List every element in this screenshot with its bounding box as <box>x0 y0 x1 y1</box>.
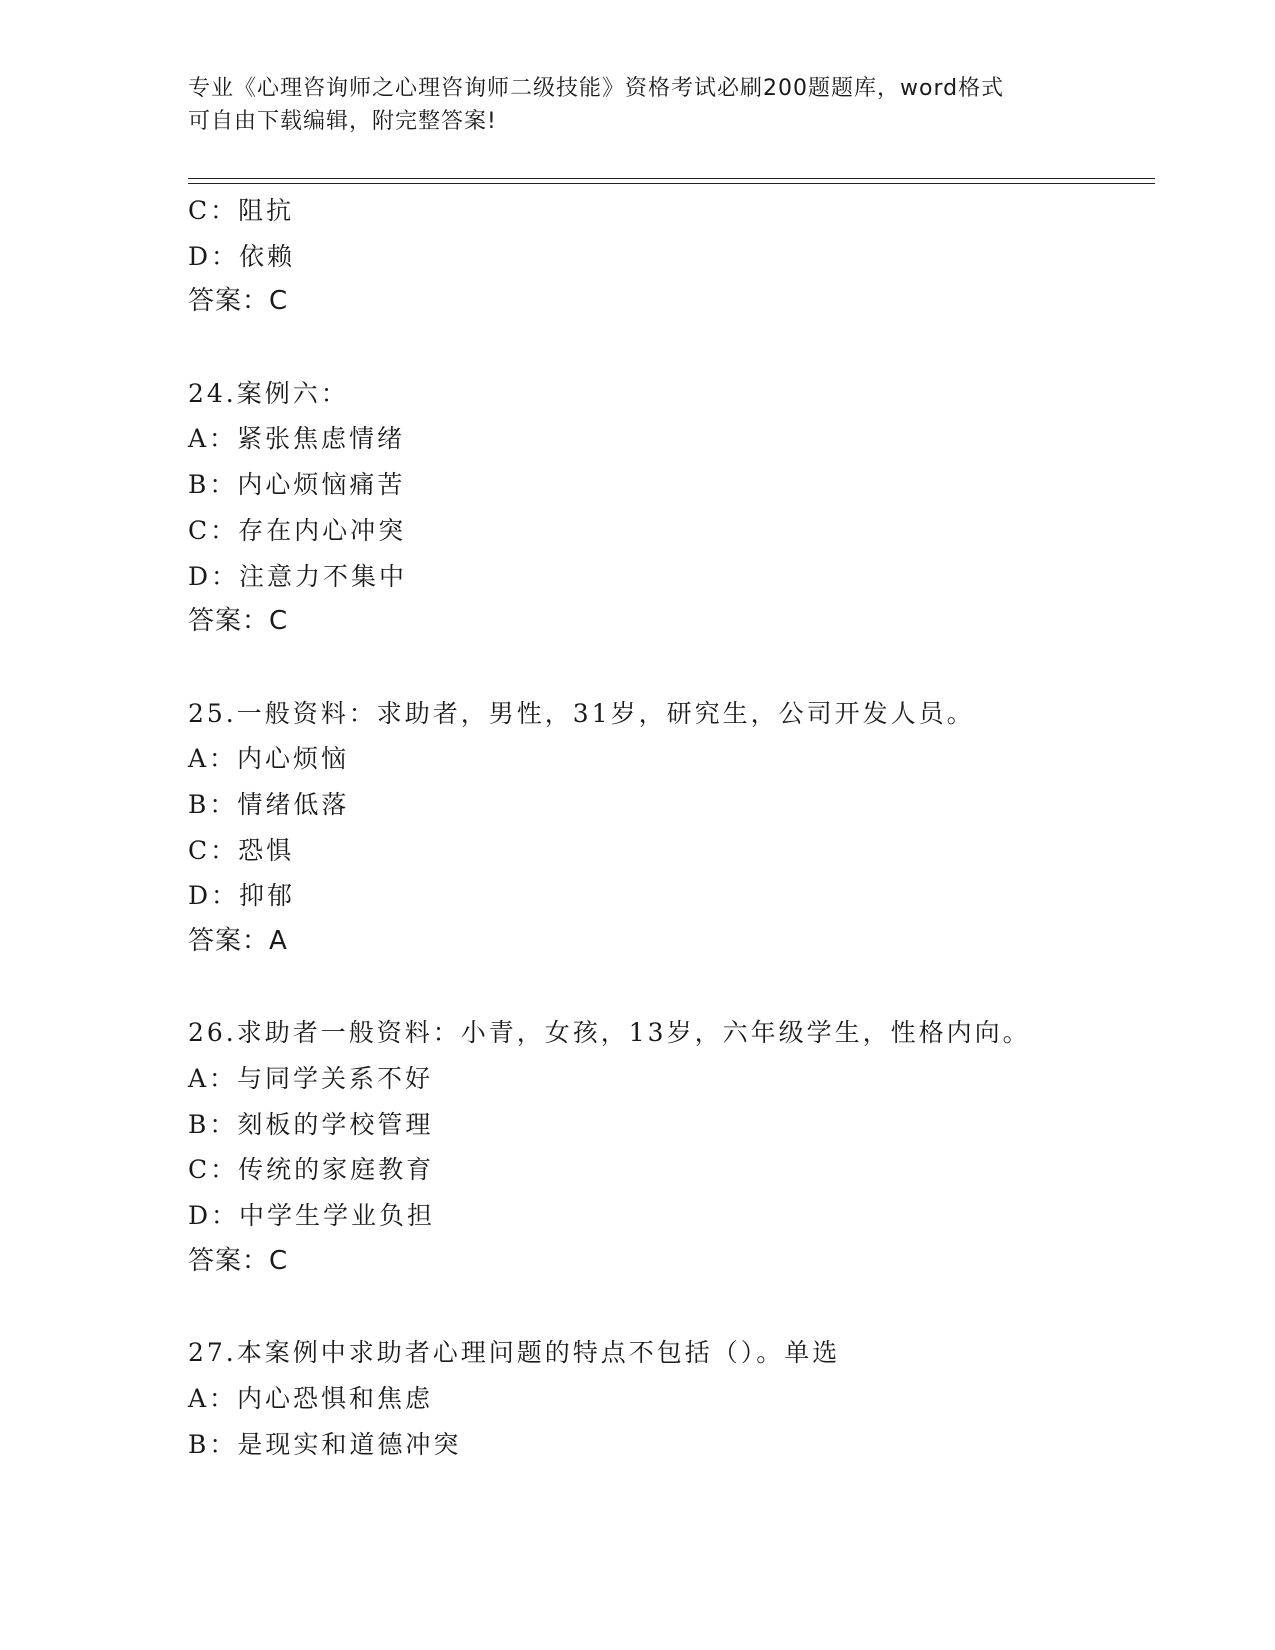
option-b: B：是现实和道德冲突 <box>188 1429 462 1459</box>
spacer <box>188 965 1148 1011</box>
question-list <box>188 188 1148 1467</box>
option-a: A：紧张焦虑情绪 <box>188 424 406 454</box>
option-d: D：抑郁 <box>188 881 296 911</box>
option-b: B：刻板的学校管理 <box>188 1109 434 1139</box>
question-27-block <box>188 1330 1148 1467</box>
option-c: C：恐惧 <box>188 835 295 865</box>
question-stem: 26.求助者一般资料：小青，女孩，13岁，六年级学生，性格内向。 <box>188 1018 1031 1048</box>
question-25-block <box>188 691 1148 965</box>
question-26-block <box>188 1010 1148 1284</box>
answer-line: 答案：C <box>188 286 289 317</box>
question-stem: 27.本案例中求助者心理问题的特点不包括（）。单选 <box>188 1338 841 1368</box>
option-b: B：情绪低落 <box>188 789 350 819</box>
option-a: A：与同学关系不好 <box>188 1064 434 1094</box>
header-title-line-2: 可自由下载编辑，附完整答案! <box>188 109 497 134</box>
option-d: D：中学生学业负担 <box>188 1201 436 1231</box>
option-c: C：传统的家庭教育 <box>188 1155 435 1185</box>
option-b: B：内心烦恼痛苦 <box>188 470 406 500</box>
option-d: D：依赖 <box>188 241 296 271</box>
header-divider-top <box>188 178 1155 179</box>
question-stem: 24.案例六： <box>188 378 349 408</box>
question-stem: 25.一般资料：求助者，男性，31岁，研究生，公司开发人员。 <box>188 698 975 728</box>
question-24-block <box>188 371 1148 645</box>
option-d: D：注意力不集中 <box>188 561 408 591</box>
option-a: A：内心恐惧和焦虑 <box>188 1383 434 1413</box>
header-divider-bottom <box>188 183 1155 184</box>
spacer <box>188 325 1148 371</box>
header-title-line-1: 专业《心理咨询师之心理咨询师二级技能》资格考试必刷200题题库，word格式 <box>188 76 1005 101</box>
spacer <box>188 645 1148 691</box>
document-header <box>188 72 1088 138</box>
option-a: A：内心烦恼 <box>188 744 350 774</box>
answer-line: 答案：A <box>188 926 288 956</box>
option-c: C：阻抗 <box>188 196 295 225</box>
answer-line: 答案：C <box>188 1245 289 1276</box>
answer-line: 答案：C <box>188 606 289 637</box>
option-c: C：存在内心冲突 <box>188 515 407 545</box>
spacer <box>188 1285 1148 1331</box>
question-23-block <box>188 188 1148 325</box>
